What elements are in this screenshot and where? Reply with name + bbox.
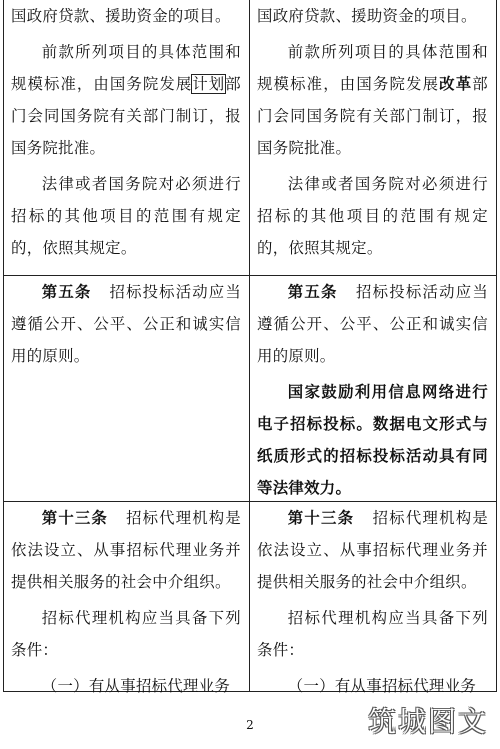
table-row [4, 275, 496, 502]
page-number: 2 [246, 718, 254, 732]
comparison-table [3, 0, 497, 695]
paragraph [257, 36, 488, 164]
original-text-cell [4, 0, 250, 275]
article-heading: 第五条 [41, 283, 92, 301]
text-span: 招标代理机构是依法设立、从事招标代理业务并提供相关服务的社会中介组织。 [11, 509, 241, 591]
paragraph [11, 502, 241, 598]
paragraph: 国政府贷款、援助资金的项目。 [11, 7, 231, 25]
text-span: 部门会同国务院有关部门制订，报国务院批准。 [257, 75, 488, 157]
watermark-logo: 筑城图文 [367, 705, 488, 738]
article-heading: 第十三条 [287, 509, 355, 527]
text-span: 部门会同国务院有关部门制订，报国务院批准。 [11, 75, 241, 157]
revised-text-cell [250, 276, 496, 502]
paragraph: 招标代理机构应当具备下列条件： [257, 609, 488, 659]
text-span: 前款所列项目的具体范围和规模标准，由国务院发展 [257, 43, 488, 93]
paragraph: 法律或者国务院对必须进行招标的其他项目的范围有规定的，依照其规定。 [11, 175, 241, 257]
paragraph: 国政府贷款、援助资金的项目。 [257, 7, 477, 25]
text-span: 招标代理机构是依法设立、从事招标代理业务并提供相关服务的社会中介组织。 [257, 509, 489, 591]
paragraph [11, 276, 241, 372]
original-text-cell [4, 502, 250, 695]
paragraph [257, 276, 488, 372]
article-heading: 第五条 [287, 283, 338, 301]
article-heading: 第十三条 [41, 509, 108, 527]
marked-word: 计划 [192, 75, 226, 93]
table-row [4, 501, 496, 695]
paragraph: 法律或者国务院对必须进行招标的其他项目的范围有规定的，依照其规定。 [257, 175, 488, 257]
paragraph: （一）有从事招标代理业务 [287, 677, 477, 695]
text-span: 招标投标活动应当遵循公开、公平、公正和诚实信用的原则。 [11, 283, 242, 365]
text-span: 前款所列项目的具体范围和规模标准，由国务院发展 [11, 43, 241, 93]
paragraph: （一）有从事招标代理业务 [41, 677, 231, 695]
revised-text-cell [250, 502, 496, 695]
amended-word: 改革 [439, 75, 473, 93]
added-paragraph: 国家鼓励利用信息网络进行电子招标投标。数据电文形式与纸质形式的招标投标活动具有同等法律效力。 [257, 383, 488, 497]
revised-text-cell [250, 0, 496, 275]
paragraph [11, 36, 241, 164]
table-row [4, 0, 496, 275]
text-span: 招标投标活动应当遵循公开、公平、公正和诚实信用的原则。 [257, 283, 489, 365]
paragraph [257, 502, 488, 598]
paragraph: 招标代理机构应当具备下列条件： [11, 609, 241, 659]
original-text-cell [4, 276, 250, 502]
